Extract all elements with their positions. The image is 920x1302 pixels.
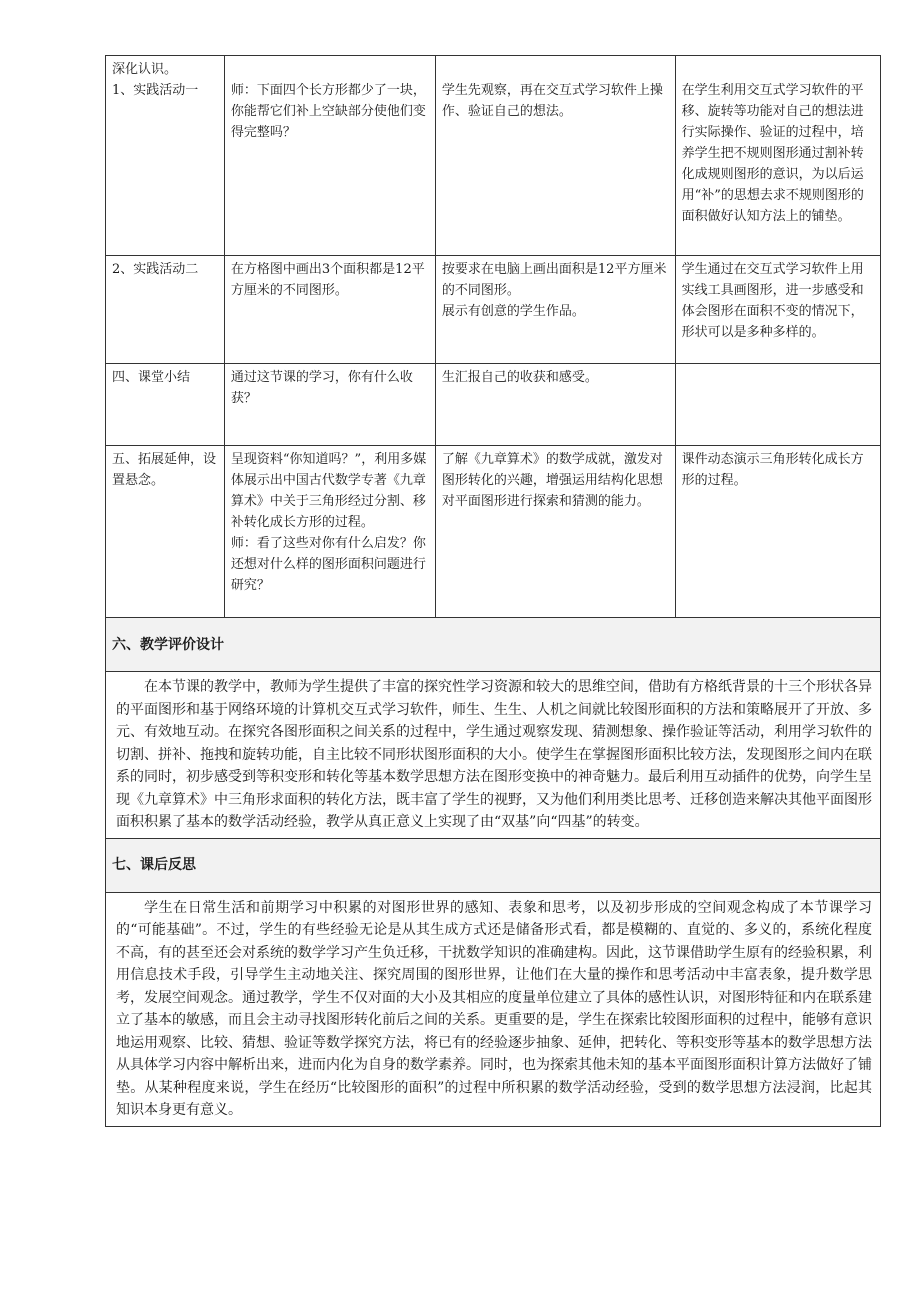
design-intent-cell <box>675 56 880 256</box>
student-activity-text: 展示有创意的学生作品。 <box>441 304 585 319</box>
stage-cell <box>106 56 225 256</box>
student-activity-cell <box>435 256 675 364</box>
design-intent-text: 在学生利用交互式学习软件的平移、旋转等功能对自己的想法进行实际操作、验证的过程中，培养学生把不规则图形通过割补转化成规则图形的意识，为以后运用“补”的思想去求不规则图形的面积做好认知方法上的铺垫。 <box>681 83 864 224</box>
teacher-activity-cell <box>224 256 435 364</box>
student-activity-text: 生汇报自己的收获和感受。 <box>441 370 598 385</box>
evaluation-paragraph: 在本节课的教学中，教师为学生提供了丰富的探究性学习资源和较大的思维空间，借助有方格纸背景的十三个形状各异的平面图形和基于网络环境的计算机交互式学习软件，师生、生生、人机之间就比较图形面积的方法和策略展开了开放、多元、有效地互动。在探究各图形面积之间关系的过程中，学生通过观察发现、猜测想象、操作验证等活动，利用学习软件的切割、拼补、拖拽和旋转功能，自主比较不同形状图形面积的大小。使学生在掌握图形面积比较方法，发现图形之间内在联系的同时，初步感受到等积变形和转化等基本数学思想方法在图形变换中的神奇魅力。最后利用互动插件的优势，向学生呈现《九章算术》中三角形求面积的转化方法，既丰富了学生的视野，又为他们利用类比思考、迁移创造来解决其他平面图形面积积累了基本的数学活动经验，教学从真正意义上实现了由“双基”向“四基”的转变。 <box>116 679 872 830</box>
section-header-row <box>106 838 881 892</box>
design-intent-text: 学生通过在交互式学习软件上用实线工具画图形，进一步感受和体会图形在面积不变的情况下，形状可以是多种多样的。 <box>681 262 864 340</box>
student-activity-text: 按要求在电脑上画出面积是12平方厘米的不同图形。 <box>441 262 667 298</box>
teacher-activity-text: 在方格图中画出3个面积都是12平方厘米的不同图形。 <box>230 262 425 298</box>
section-7-body <box>106 892 881 1126</box>
student-activity-text: 学生先观察，再在交互式学习软件上操作、验证自己的想法。 <box>441 83 663 119</box>
table-row <box>106 364 881 446</box>
teacher-activity-text: 师：看了这些对你有什么启发？你还想对什么样的图形面积问题进行研究？ <box>230 536 426 593</box>
design-intent-cell <box>675 256 880 364</box>
design-intent-cell <box>675 364 880 446</box>
section-6-title: 六、教学评价设计 <box>106 618 881 672</box>
table-row <box>106 56 881 256</box>
stage-text: 深化认识。 <box>112 62 178 77</box>
teacher-activity-text: 呈现资料“你知道吗？”，利用多媒体展示出中国古代数学专著《九章算术》中关于三角形经过分割、移补转化成长方形的过程。 <box>230 452 427 530</box>
stage-text: 四、课堂小结 <box>112 370 191 385</box>
stage-text: 1、实践活动一 <box>112 83 199 98</box>
teacher-activity-cell <box>224 446 435 618</box>
stage-text: 五、拓展延伸，设置悬念。 <box>112 452 217 488</box>
table-row <box>106 446 881 618</box>
section-header-row <box>106 618 881 672</box>
stage-text: 2、实践活动二 <box>112 262 199 277</box>
stage-cell <box>106 446 225 618</box>
student-activity-text: 了解《九章算术》的数学成就，激发对图形转化的兴趣，增强运用结构化思想对平面图形进行探索和猜测的能力。 <box>441 452 663 509</box>
reflection-paragraph: 学生在日常生活和前期学习中积累的对图形世界的感知、表象和思考，以及初步形成的空间观念构成了本节课学习的“可能基础”。不过，学生的有些经验无论是从其生成方式还是储备形式看，都是模糊的、直觉的、多义的，系统化程度不高，有的甚至还会对系统的数学学习产生负迁移，干扰数学知识的准确建构。因此，这节课借助学生原有的经验积累，利用信息技术手段，引导学生主动地关注、探究周围的图形世界，让他们在大量的操作和思考活动中丰富表象，提升数学思考，发展空间观念。通过教学，学生不仅对面的大小及其相应的度量单位建立了具体的感性认识，对图形特征和内在联系建立了基本的敏感，而且会主动寻找图形转化前后之间的关系。更重要的是，学生在探索比较图形面积的过程中，能够有意识地运用观察、比较、猜想、验证等数学探究方法，将已有的经验逐步抽象、延伸，把转化、等积变形等基本的数学思想方法从具体学习内容中解析出来，进而内化为自身的数学素养。同时，也为探索其他未知的基本平面图形面积计算方法做好了铺垫。从某种程度来说，学生在经历“比较图形的面积”的过程中所积累的数学活动经验，受到的数学思想方法浸润，比起其知识本身更有意义。 <box>116 899 872 1118</box>
section-6-body <box>106 672 881 839</box>
section-body-row <box>106 672 881 839</box>
student-activity-cell <box>435 56 675 256</box>
teacher-activity-cell <box>224 56 435 256</box>
section-body-row <box>106 892 881 1126</box>
section-7-title: 七、课后反思 <box>106 838 881 892</box>
design-intent-cell <box>675 446 880 618</box>
student-activity-cell <box>435 364 675 446</box>
teacher-activity-text: 通过这节课的学习，你有什么收获？ <box>230 370 413 406</box>
lesson-plan-table <box>105 55 881 1127</box>
stage-cell <box>106 364 225 446</box>
student-activity-cell <box>435 446 675 618</box>
teacher-activity-text: 师：下面四个长方形都少了一块，你能帮它们补上空缺部分使他们变得完整吗？ <box>230 83 426 140</box>
design-intent-text: 课件动态演示三角形转化成长方形的过程。 <box>681 452 864 488</box>
stage-cell <box>106 256 225 364</box>
table-row <box>106 256 881 364</box>
teacher-activity-cell <box>224 364 435 446</box>
